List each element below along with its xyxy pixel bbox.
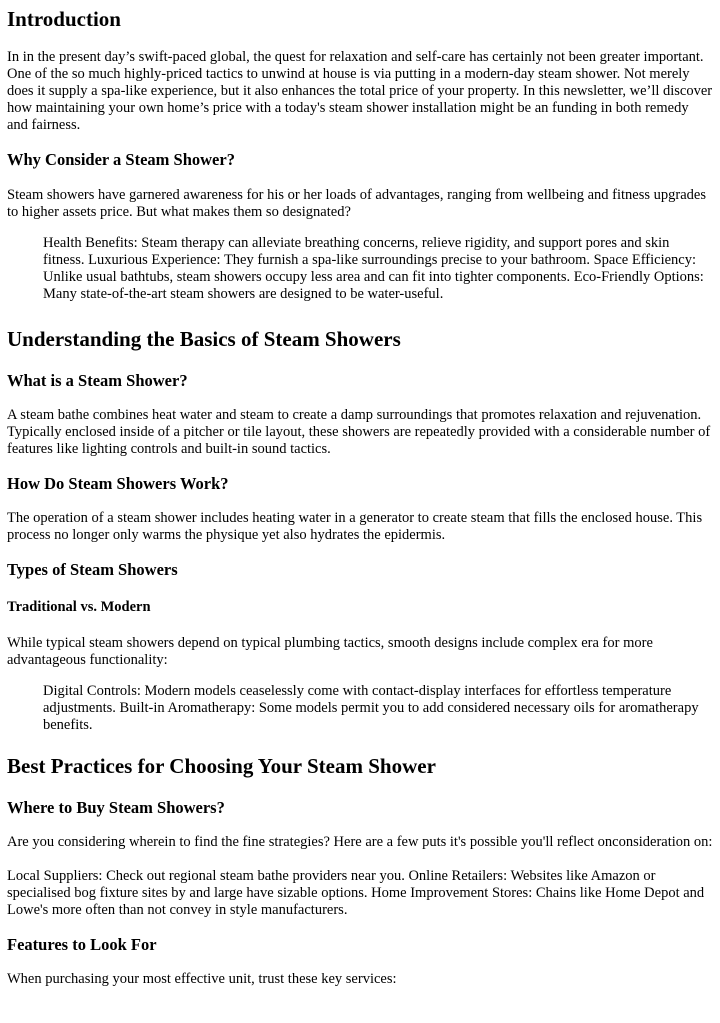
intro-heading: Introduction (7, 7, 121, 31)
why-heading: Why Consider a Steam Shower? (7, 150, 235, 169)
types-heading: Types of Steam Showers (7, 560, 178, 579)
article (0, 6, 713, 988)
why-paragraph: Steam showers have garnered awareness for his or her loads of advantages, ranging from wellbeing and fitness upgrades to higher assets price. But what makes them so designated? (7, 187, 706, 220)
best-heading: Best Practices for Choosing Your Steam Shower (7, 754, 436, 778)
how-paragraph: The operation of a steam shower includes heating water in a generator to create steam that fills the enclosed house. This process no longer only warms the physique yet also hydrates the epidermis. (7, 510, 703, 543)
where-heading: Where to Buy Steam Showers? (7, 798, 225, 817)
features-paragraph: When purchasing your most effective unit, trust these key services: (7, 971, 397, 987)
features-heading: Features to Look For (7, 935, 157, 954)
types-paragraph: While typical steam showers depend on typical plumbing tactics, smooth designs include complex era for more advantageous functionality: (7, 635, 653, 668)
how-heading: How Do Steam Showers Work? (7, 474, 229, 493)
where-paragraph: Are you considering wherein to find the fine strategies? Here are a few puts it's possible you'll reflect onconsideration on: (7, 834, 713, 850)
what-paragraph: A steam bathe combines heat water and steam to create a damp surroundings that promotes relaxation and rejuvenation. Typically enclosed inside of a pitcher or tile layout, these showers are repeatedly provided with a considerable number of features like lighting controls and built-in sound tactics. (7, 407, 711, 457)
intro-paragraph: In in the present day’s swift-paced global, the quest for relaxation and self-care has certainly not been greater important. One of the so much highly-priced tactics to unwind at house is via putting in a modern-day steam shower. Not merely does it supply a spa-like experience, but it also enhances the total price of your property. In this newsletter, we’ll discover how maintaining your own home’s price with a today's steam shower installation might be an funding in both remedy and fairness. (7, 49, 713, 133)
where-options-paragraph: Local Suppliers: Check out regional steam bathe providers near you. Online Retailers: Websites like Amazon or specialised bog fixture sites by and large have sizable options. Home Improvement Stores: Chains like Home Depot and Lowe's more often than not convey in style manufacturers. (7, 868, 705, 918)
basics-heading: Understanding the Basics of Steam Showers (7, 327, 401, 351)
types-subheading: Traditional vs. Modern (7, 599, 151, 615)
why-benefits-list: Health Benefits: Steam therapy can alleviate breathing concerns, relieve rigidity, and support pores and skin fitness. Luxurious Experience: They furnish a spa-like surroundings precise to your bathroom. Space Efficiency: Unlike usual bathtubs, steam showers occupy less area and can fit into tighter components. Eco-Friendly Options: Many state-of-the-art steam showers are designed to be water-useful. (43, 235, 704, 302)
types-features-list: Digital Controls: Modern models ceaselessly come with contact-display interfaces for effortless temperature adjustments. Built-in Aromatherapy: Some models permit you to add considered necessary oils for aromatherapy benefits. (43, 683, 699, 733)
what-heading: What is a Steam Shower? (7, 371, 188, 390)
